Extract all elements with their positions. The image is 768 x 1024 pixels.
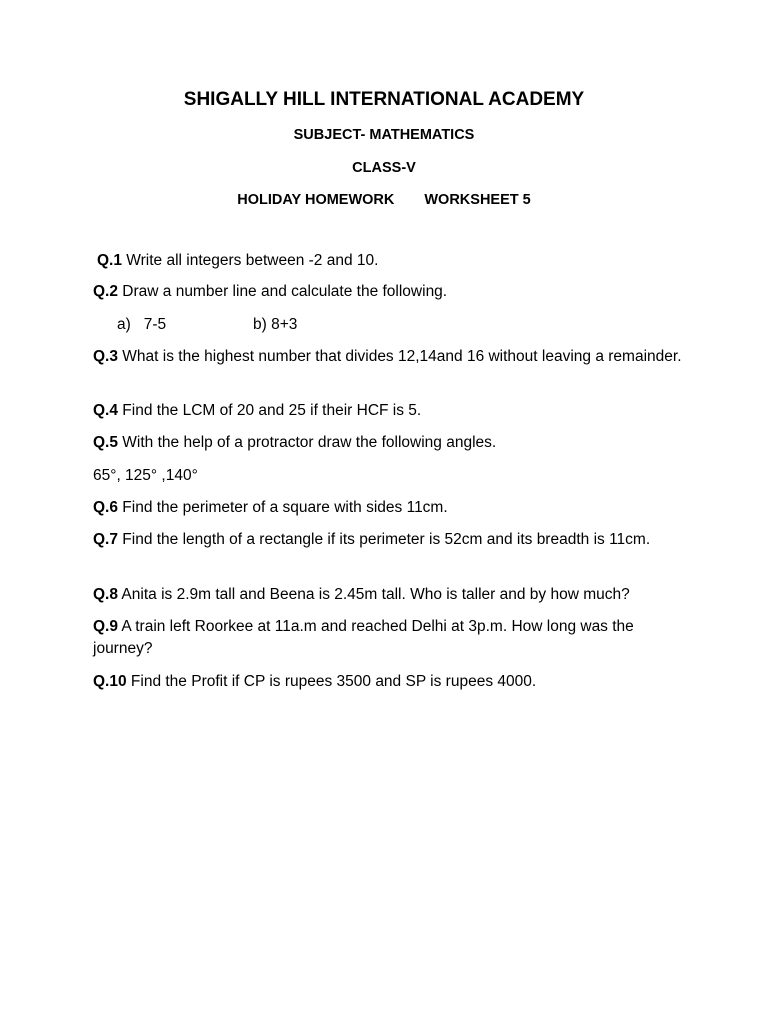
question-number: Q.9 — [93, 618, 118, 635]
question-text: Write all integers between -2 and 10. — [121, 252, 379, 269]
question-number: Q.1 — [97, 252, 122, 269]
question-6 — [93, 497, 683, 519]
class-heading: CLASS-V — [352, 160, 416, 176]
question-number: Q.3 — [93, 348, 118, 365]
option-a: a) 7-5 — [117, 316, 167, 333]
homework-label: HOLIDAY HOMEWORK — [237, 192, 395, 208]
question-2 — [93, 281, 683, 303]
question-number: Q.5 — [93, 434, 118, 451]
question-number: Q.8 — [93, 586, 118, 603]
question-number: Q.6 — [93, 499, 118, 516]
question-number: Q.2 — [93, 283, 118, 300]
subject-heading: SUBJECT- MATHEMATICS — [293, 127, 475, 143]
question-text: Find the perimeter of a square with sides 11cm. — [117, 499, 448, 516]
question-2-options — [117, 314, 707, 336]
worksheet-label: WORKSHEET 5 — [424, 192, 531, 208]
question-number: Q.4 — [93, 402, 118, 419]
question-5-angles: 65°, 125° ,140° — [93, 467, 198, 484]
question-text: Find the LCM of 20 and 25 if their HCF is 5. — [117, 402, 422, 419]
question-3 — [93, 346, 683, 368]
option-b: b) 8+3 — [253, 316, 298, 333]
question-number: Q.7 — [93, 531, 118, 548]
question-text: Find the Profit if CP is rupees 3500 and SP is rupees 4000. — [126, 673, 537, 690]
question-text: Anita is 2.9m tall and Beena is 2.45m tall. Who is taller and by how much? — [117, 586, 630, 603]
question-text: What is the highest number that divides 12,14and 16 without leaving a remainder. — [117, 348, 682, 365]
question-text: Draw a number line and calculate the following. — [117, 283, 448, 300]
question-text: With the help of a protractor draw the following angles. — [117, 434, 497, 451]
question-text: A train left Roorkee at 11a.m and reached Delhi at 3p.m. How long was the journey? — [93, 618, 634, 657]
question-9 — [93, 616, 683, 660]
school-name: SHIGALLY HILL INTERNATIONAL ACADEMY — [183, 89, 585, 110]
question-7 — [93, 529, 683, 551]
question-number: Q.10 — [93, 673, 127, 690]
question-1 — [97, 250, 687, 272]
question-5 — [93, 432, 683, 454]
question-10 — [93, 671, 683, 693]
homework-heading — [0, 192, 768, 208]
question-4 — [93, 400, 683, 422]
question-text: Find the length of a rectangle if its perimeter is 52cm and its breadth is 11cm. — [117, 531, 651, 548]
question-8 — [93, 584, 683, 606]
